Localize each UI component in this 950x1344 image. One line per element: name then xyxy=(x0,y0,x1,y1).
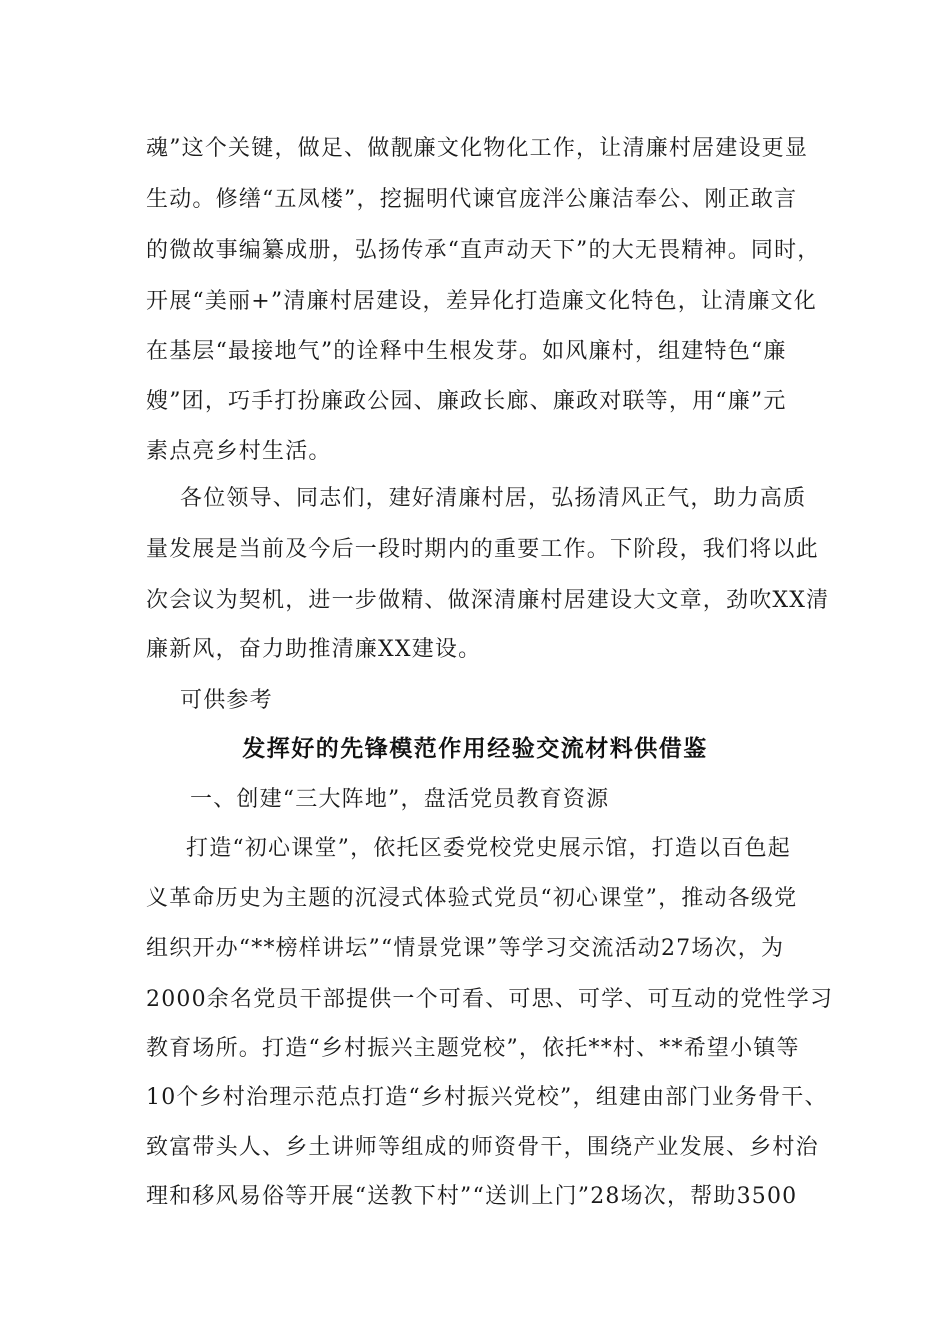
paragraph-line: 致富带头人、乡土讲师等组成的师资骨干，围绕产业发展、乡村治 xyxy=(146,1135,819,1160)
paragraph-line: 组织开办“**榜样讲坛”“情景党课”等学习交流活动27场次，为 xyxy=(146,936,785,961)
paragraph-line: 义革命历史为主题的沉浸式体验式党员“初心课堂”，推动各级党 xyxy=(146,886,798,911)
paragraph-line: 的微故事编纂成册，弘扬传承“直声动天下”的大无畏精神。同时， xyxy=(146,238,821,263)
paragraph-line: 2000余名党员干部提供一个可看、可思、可学、可互动的党性学习 xyxy=(146,987,834,1012)
paragraph-line: 开展“美丽+”清廉村居建设，差异化打造廉文化特色，让清廉文化 xyxy=(146,289,817,314)
paragraph-line: 次会议为契机，进一步做精、做深清廉村居建设大文章，劲吹XX清 xyxy=(146,588,830,613)
section-subheading: 一、创建“三大阵地”，盘活党员教育资源 xyxy=(190,787,610,812)
paragraph-line: 10个乡村治理示范点打造“乡村振兴党校”，组建由部门业务骨干、 xyxy=(146,1085,828,1110)
paragraph-line: 廉新风，奋力助推清廉XX建设。 xyxy=(146,637,482,662)
paragraph-line: 理和移风易俗等开展“送教下村”“送训上门”28场次，帮助3500 xyxy=(146,1184,798,1209)
paragraph-line: 教育场所。打造“乡村振兴主题党校”，依托**村、**希望小镇等 xyxy=(146,1036,800,1061)
reference-note: 可供参考 xyxy=(180,688,273,713)
article-title: 发挥好的先锋模范作用经验交流材料供借鉴 xyxy=(242,736,708,762)
paragraph-line: 魂”这个关键，做足、做靓廉文化物化工作，让清廉村居建设更显 xyxy=(146,136,809,161)
paragraph-line: 嫂”团，巧手打扮廉政公园、廉政长廊、廉政对联等，用“廉”元 xyxy=(146,389,787,414)
paragraph-line: 在基层“最接地气”的诠释中生根发芽。如风廉村，组建特色“廉 xyxy=(146,339,787,364)
paragraph-line: 素点亮乡村生活。 xyxy=(146,439,332,464)
paragraph-line: 打造“初心课堂”，依托区委党校党史展示馆，打造以百色起 xyxy=(186,836,791,861)
paragraph-line: 量发展是当前及今后一段时期内的重要工作。下阶段，我们将以此 xyxy=(146,537,819,562)
paragraph-line: 各位领导、同志们，建好清廉村居，弘扬清风正气，助力高质 xyxy=(180,486,807,511)
paragraph-line: 生动。修缮“五凤楼”，挖掘明代谏官庞泮公廉洁奉公、刚正敢言 xyxy=(146,187,798,212)
